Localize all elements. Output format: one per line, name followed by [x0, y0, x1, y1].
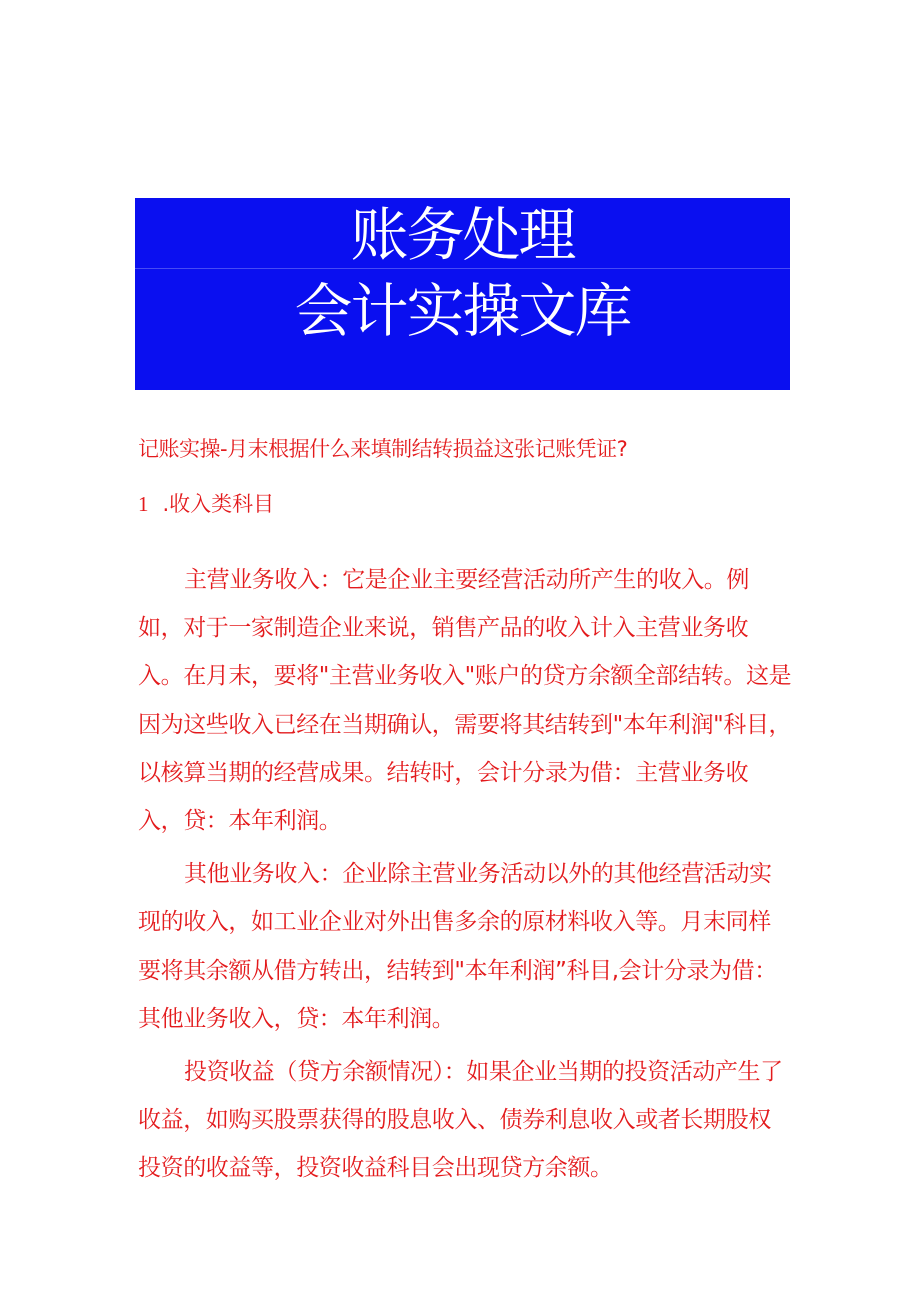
document-body	[138, 556, 792, 1198]
section-number: 1	[138, 492, 149, 516]
paragraph-investment-income: 投资收益（贷方余额情况）：如果企业当期的投资活动产生了收益，如购买股票获得的股息收入、债券利息收入或者长期股权投资的收益等，投资收益科目会出现贷方余额。	[138, 1059, 783, 1182]
section-heading-text: .收入类科目	[162, 492, 275, 516]
banner-title-line-2: 会计实操文库	[294, 277, 631, 345]
document-title: 记账实操-月末根据什么来填制结转损益这张记账凭证?	[138, 437, 628, 461]
paragraph-main-business-revenue: 主营业务收入：它是企业主要经营活动所产生的收入。例如，对于一家制造企业来说，销售产品的收入计入主营业务收入。在月末，要将"主营业务收入"账户的贷方余额全部结转。这是因为这些收入已经在当期确认，需要将其结转到"本年利润"科目，以核算当期的经营成果。结转时，会计分录为借：主营业务收入，贷：本年利润。	[138, 567, 792, 835]
banner-title-line-1: 账务处理	[350, 201, 575, 269]
title-banner	[135, 198, 790, 390]
paragraph-other-business-revenue: 其他业务收入：企业除主营业务活动以外的其他经营活动实现的收入，如工业企业对外出售多余的原材料收入等。月末同样要将其余额从借方转出，结转到"本年利润”科目,会计分录为借：其他业务收入，贷：本年利润。	[138, 861, 777, 1032]
section-heading	[138, 489, 274, 519]
banner-divider	[135, 268, 790, 269]
